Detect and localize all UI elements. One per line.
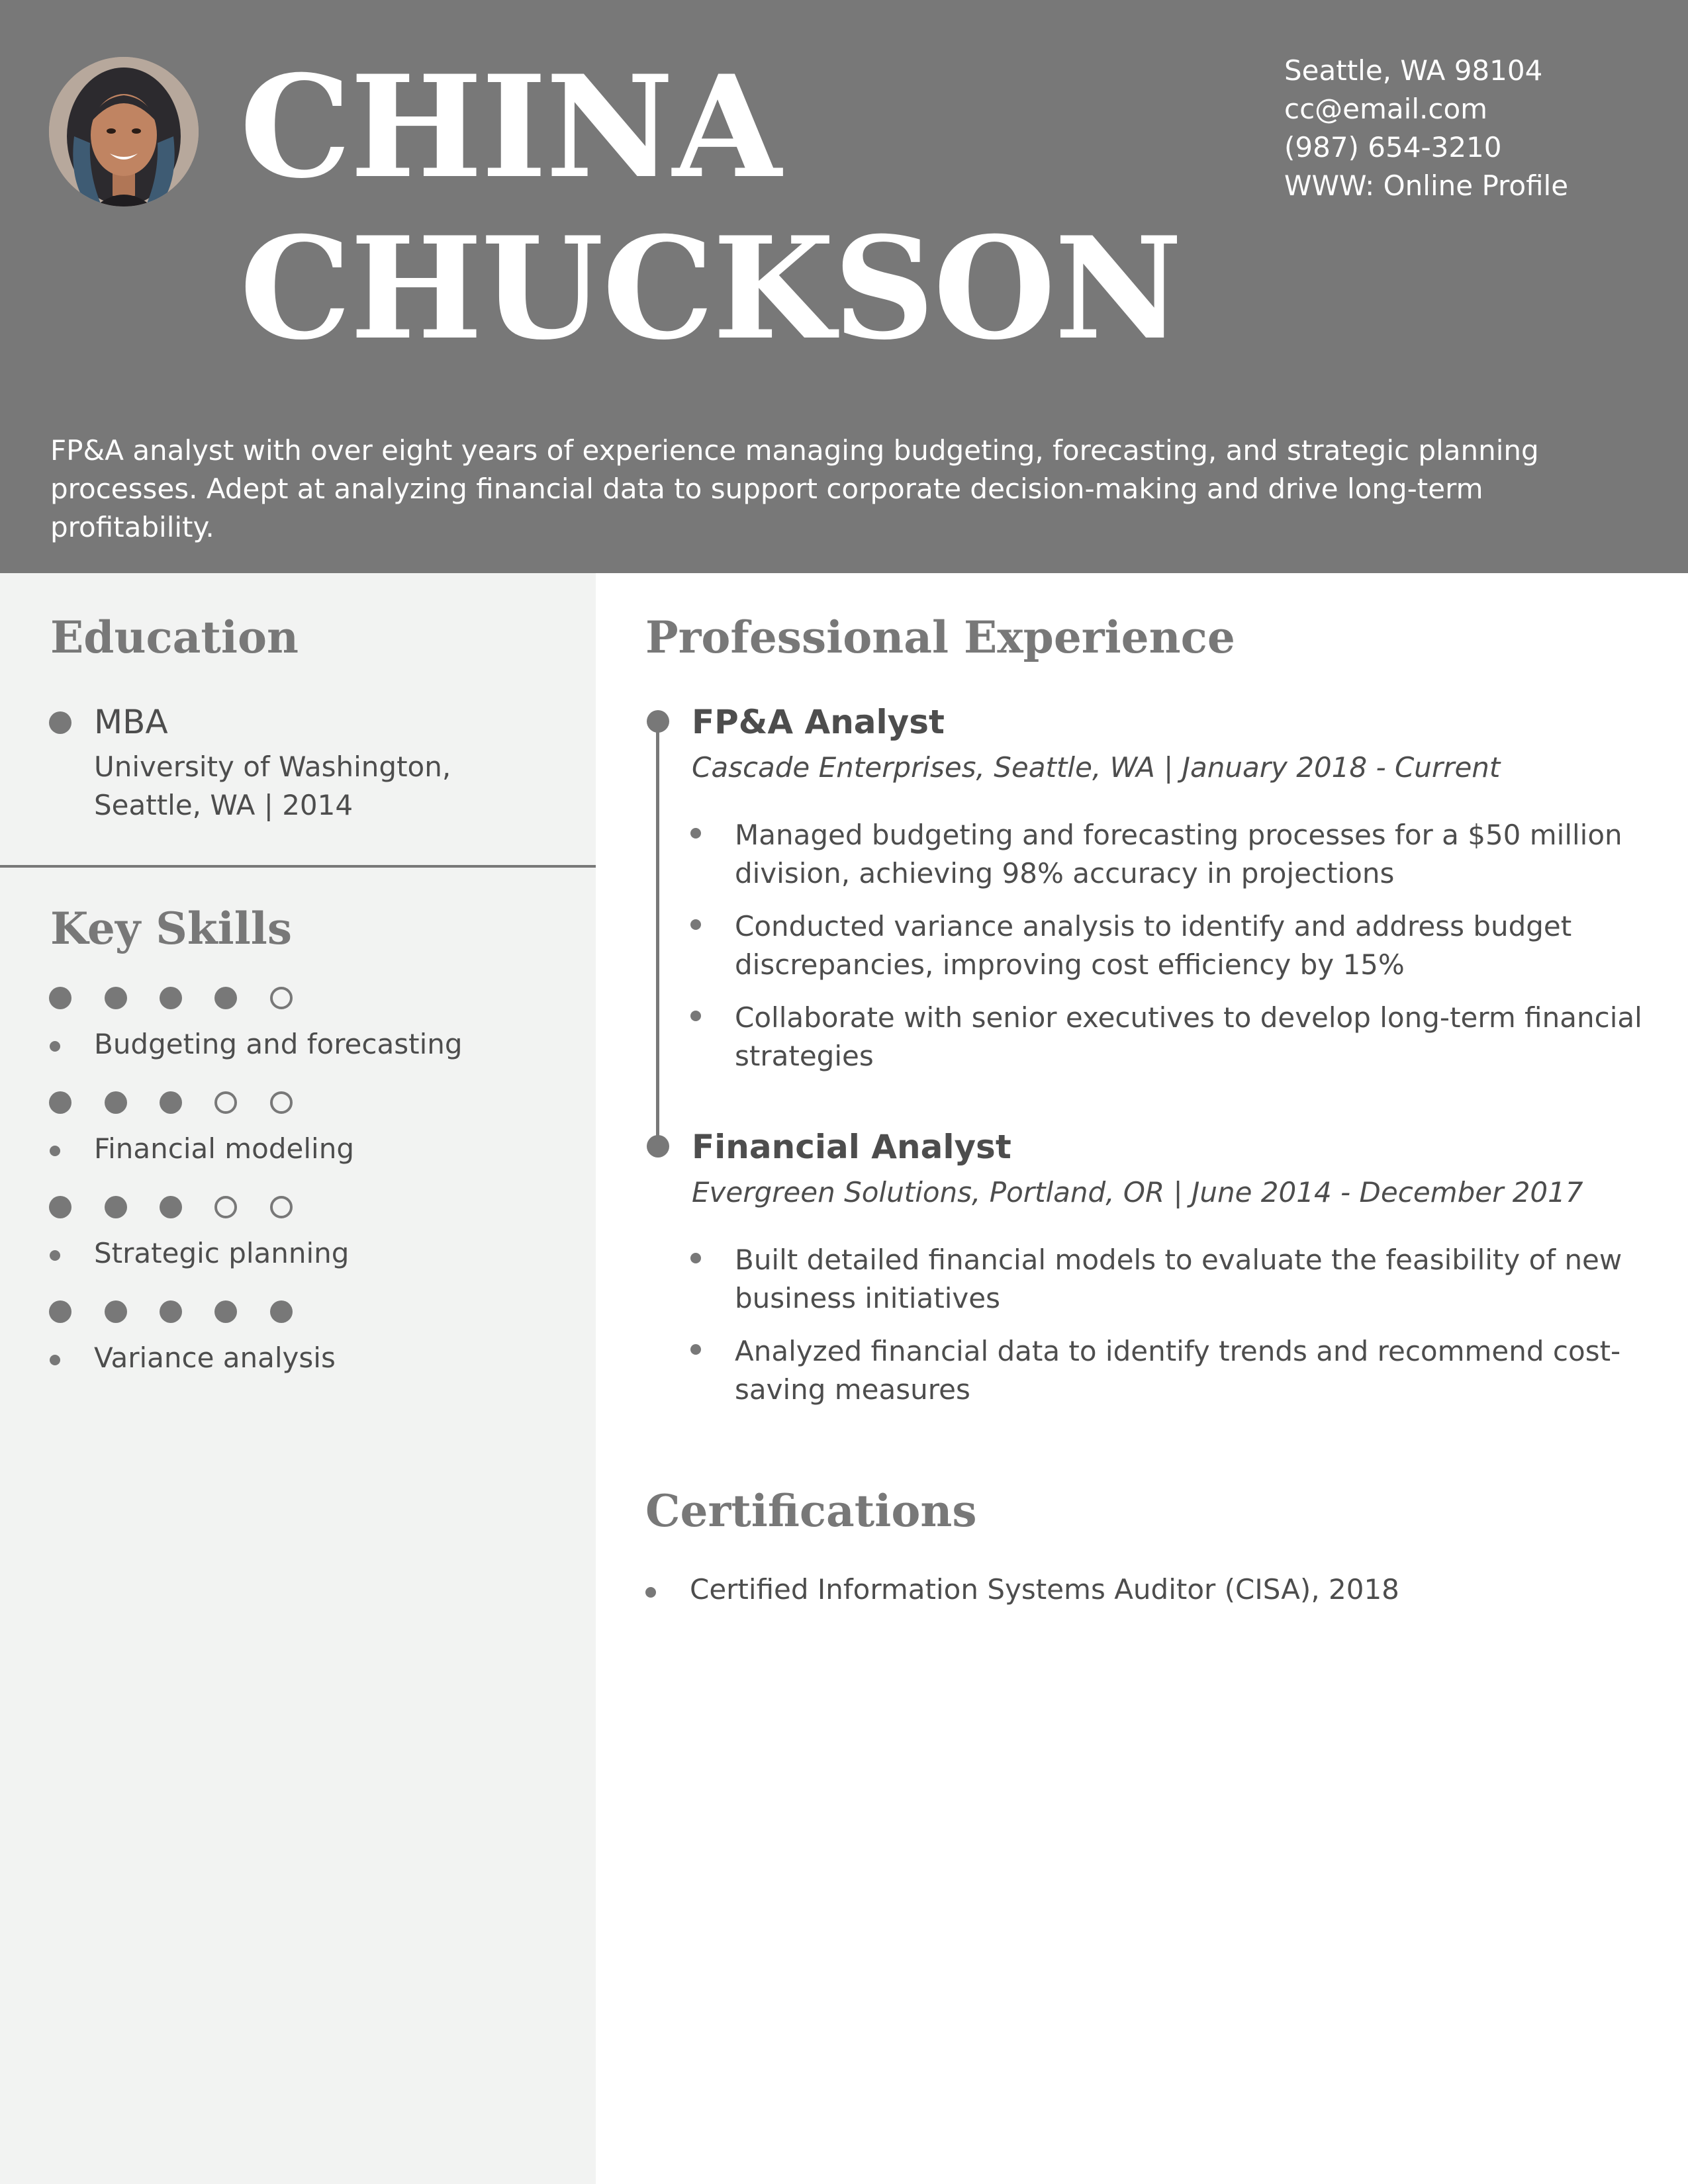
contact-email[interactable]: cc@email.com bbox=[1284, 93, 1488, 125]
job-2-bullet-2: Analyzed financial data to identify trends and recommend cost-saving measures bbox=[735, 1335, 1621, 1406]
education-heading: Education bbox=[50, 612, 299, 663]
name-last: CHUCKSON bbox=[240, 206, 1182, 371]
candidate-name bbox=[240, 46, 1181, 369]
rating-empty-dot-icon bbox=[214, 1196, 237, 1218]
professional-summary: FP&A analyst with over eight years of experience managing budgeting, forecasting, and strategic planning processes. Adept at analyzing financial data to support corporate decision-making and drive long-term profitability. bbox=[50, 434, 1539, 543]
job-2-company-dates: Evergreen Solutions, Portland, OR | June 2014 - December 2017 bbox=[692, 1176, 1583, 1208]
sidebar-divider bbox=[0, 865, 596, 868]
rating-filled-dot-icon bbox=[270, 1300, 293, 1323]
job-1-company-dates: Cascade Enterprises, Seattle, WA | January 2018 - Current bbox=[692, 751, 1501, 784]
rating-filled-dot-icon bbox=[214, 1300, 237, 1323]
rating-empty-dot-icon bbox=[270, 1196, 293, 1218]
job-2-bullet-1: Built detailed financial models to evaluate the feasibility of new business initiatives bbox=[735, 1244, 1622, 1314]
skill-label: Budgeting and forecasting bbox=[94, 1028, 463, 1060]
contact-location: Seattle, WA 98104 bbox=[1284, 54, 1543, 87]
rating-filled-dot-icon bbox=[49, 1091, 71, 1114]
education-school-details: Seattle, WA | 2014 bbox=[94, 789, 353, 821]
certification-item: Certified Information Systems Auditor (CISA), 2018 bbox=[690, 1573, 1399, 1606]
rating-filled-dot-icon bbox=[160, 1196, 182, 1218]
bullet-icon bbox=[690, 1344, 701, 1355]
job-2-timeline-dot-icon bbox=[647, 1135, 669, 1158]
experience-timeline bbox=[656, 720, 659, 1144]
rating-filled-dot-icon bbox=[49, 1196, 71, 1218]
job-1-bullet-1: Managed budgeting and forecasting processes for a $50 million division, achieving 98% accuracy in projections bbox=[735, 819, 1622, 889]
bullet-icon bbox=[50, 1146, 60, 1156]
rating-filled-dot-icon bbox=[160, 987, 182, 1009]
rating-filled-dot-icon bbox=[49, 1300, 71, 1323]
job-1-title: FP&A Analyst bbox=[692, 703, 945, 741]
bullet-icon bbox=[690, 1253, 701, 1263]
bullet-icon bbox=[50, 1250, 60, 1261]
bullet-icon bbox=[50, 1355, 60, 1365]
profile-photo bbox=[49, 57, 199, 206]
name-first: CHINA bbox=[240, 44, 780, 209]
header-band bbox=[0, 0, 1688, 573]
experience-heading: Professional Experience bbox=[645, 612, 1235, 663]
bullet-icon bbox=[645, 1587, 656, 1598]
education-degree: MBA bbox=[94, 703, 168, 741]
bullet-icon bbox=[690, 828, 701, 839]
profile-photo-illustration bbox=[49, 57, 199, 206]
contact-website[interactable]: WWW: Online Profile bbox=[1284, 169, 1569, 202]
education-bullet-icon bbox=[49, 711, 71, 734]
rating-empty-dot-icon bbox=[214, 1091, 237, 1114]
certifications-heading: Certifications bbox=[645, 1485, 977, 1537]
bullet-icon bbox=[50, 1041, 60, 1052]
bullet-icon bbox=[690, 919, 701, 930]
contact-phone[interactable]: (987) 654-3210 bbox=[1284, 131, 1502, 163]
education-school-name: University of Washington, bbox=[94, 751, 451, 783]
rating-filled-dot-icon bbox=[105, 1196, 127, 1218]
skill-label: Strategic planning bbox=[94, 1237, 350, 1269]
rating-filled-dot-icon bbox=[49, 987, 71, 1009]
rating-filled-dot-icon bbox=[105, 1300, 127, 1323]
rating-filled-dot-icon bbox=[160, 1091, 182, 1114]
skill-label: Variance analysis bbox=[94, 1342, 336, 1374]
job-1-bullet-3: Collaborate with senior executives to develop long-term financial strategies bbox=[735, 1001, 1642, 1072]
skills-heading: Key Skills bbox=[50, 903, 292, 954]
rating-filled-dot-icon bbox=[214, 987, 237, 1009]
rating-filled-dot-icon bbox=[160, 1300, 182, 1323]
job-2-title: Financial Analyst bbox=[692, 1128, 1011, 1166]
contact-block bbox=[1284, 52, 1568, 205]
rating-empty-dot-icon bbox=[270, 987, 293, 1009]
job-1-timeline-dot-icon bbox=[647, 710, 669, 733]
job-1-bullet-2: Conducted variance analysis to identify and address budget discrepancies, improving cost efficiency by 15% bbox=[735, 910, 1572, 981]
education-school bbox=[94, 748, 557, 825]
bullet-icon bbox=[690, 1011, 701, 1021]
rating-filled-dot-icon bbox=[105, 1091, 127, 1114]
rating-filled-dot-icon bbox=[105, 987, 127, 1009]
skill-label: Financial modeling bbox=[94, 1132, 354, 1165]
rating-empty-dot-icon bbox=[270, 1091, 293, 1114]
